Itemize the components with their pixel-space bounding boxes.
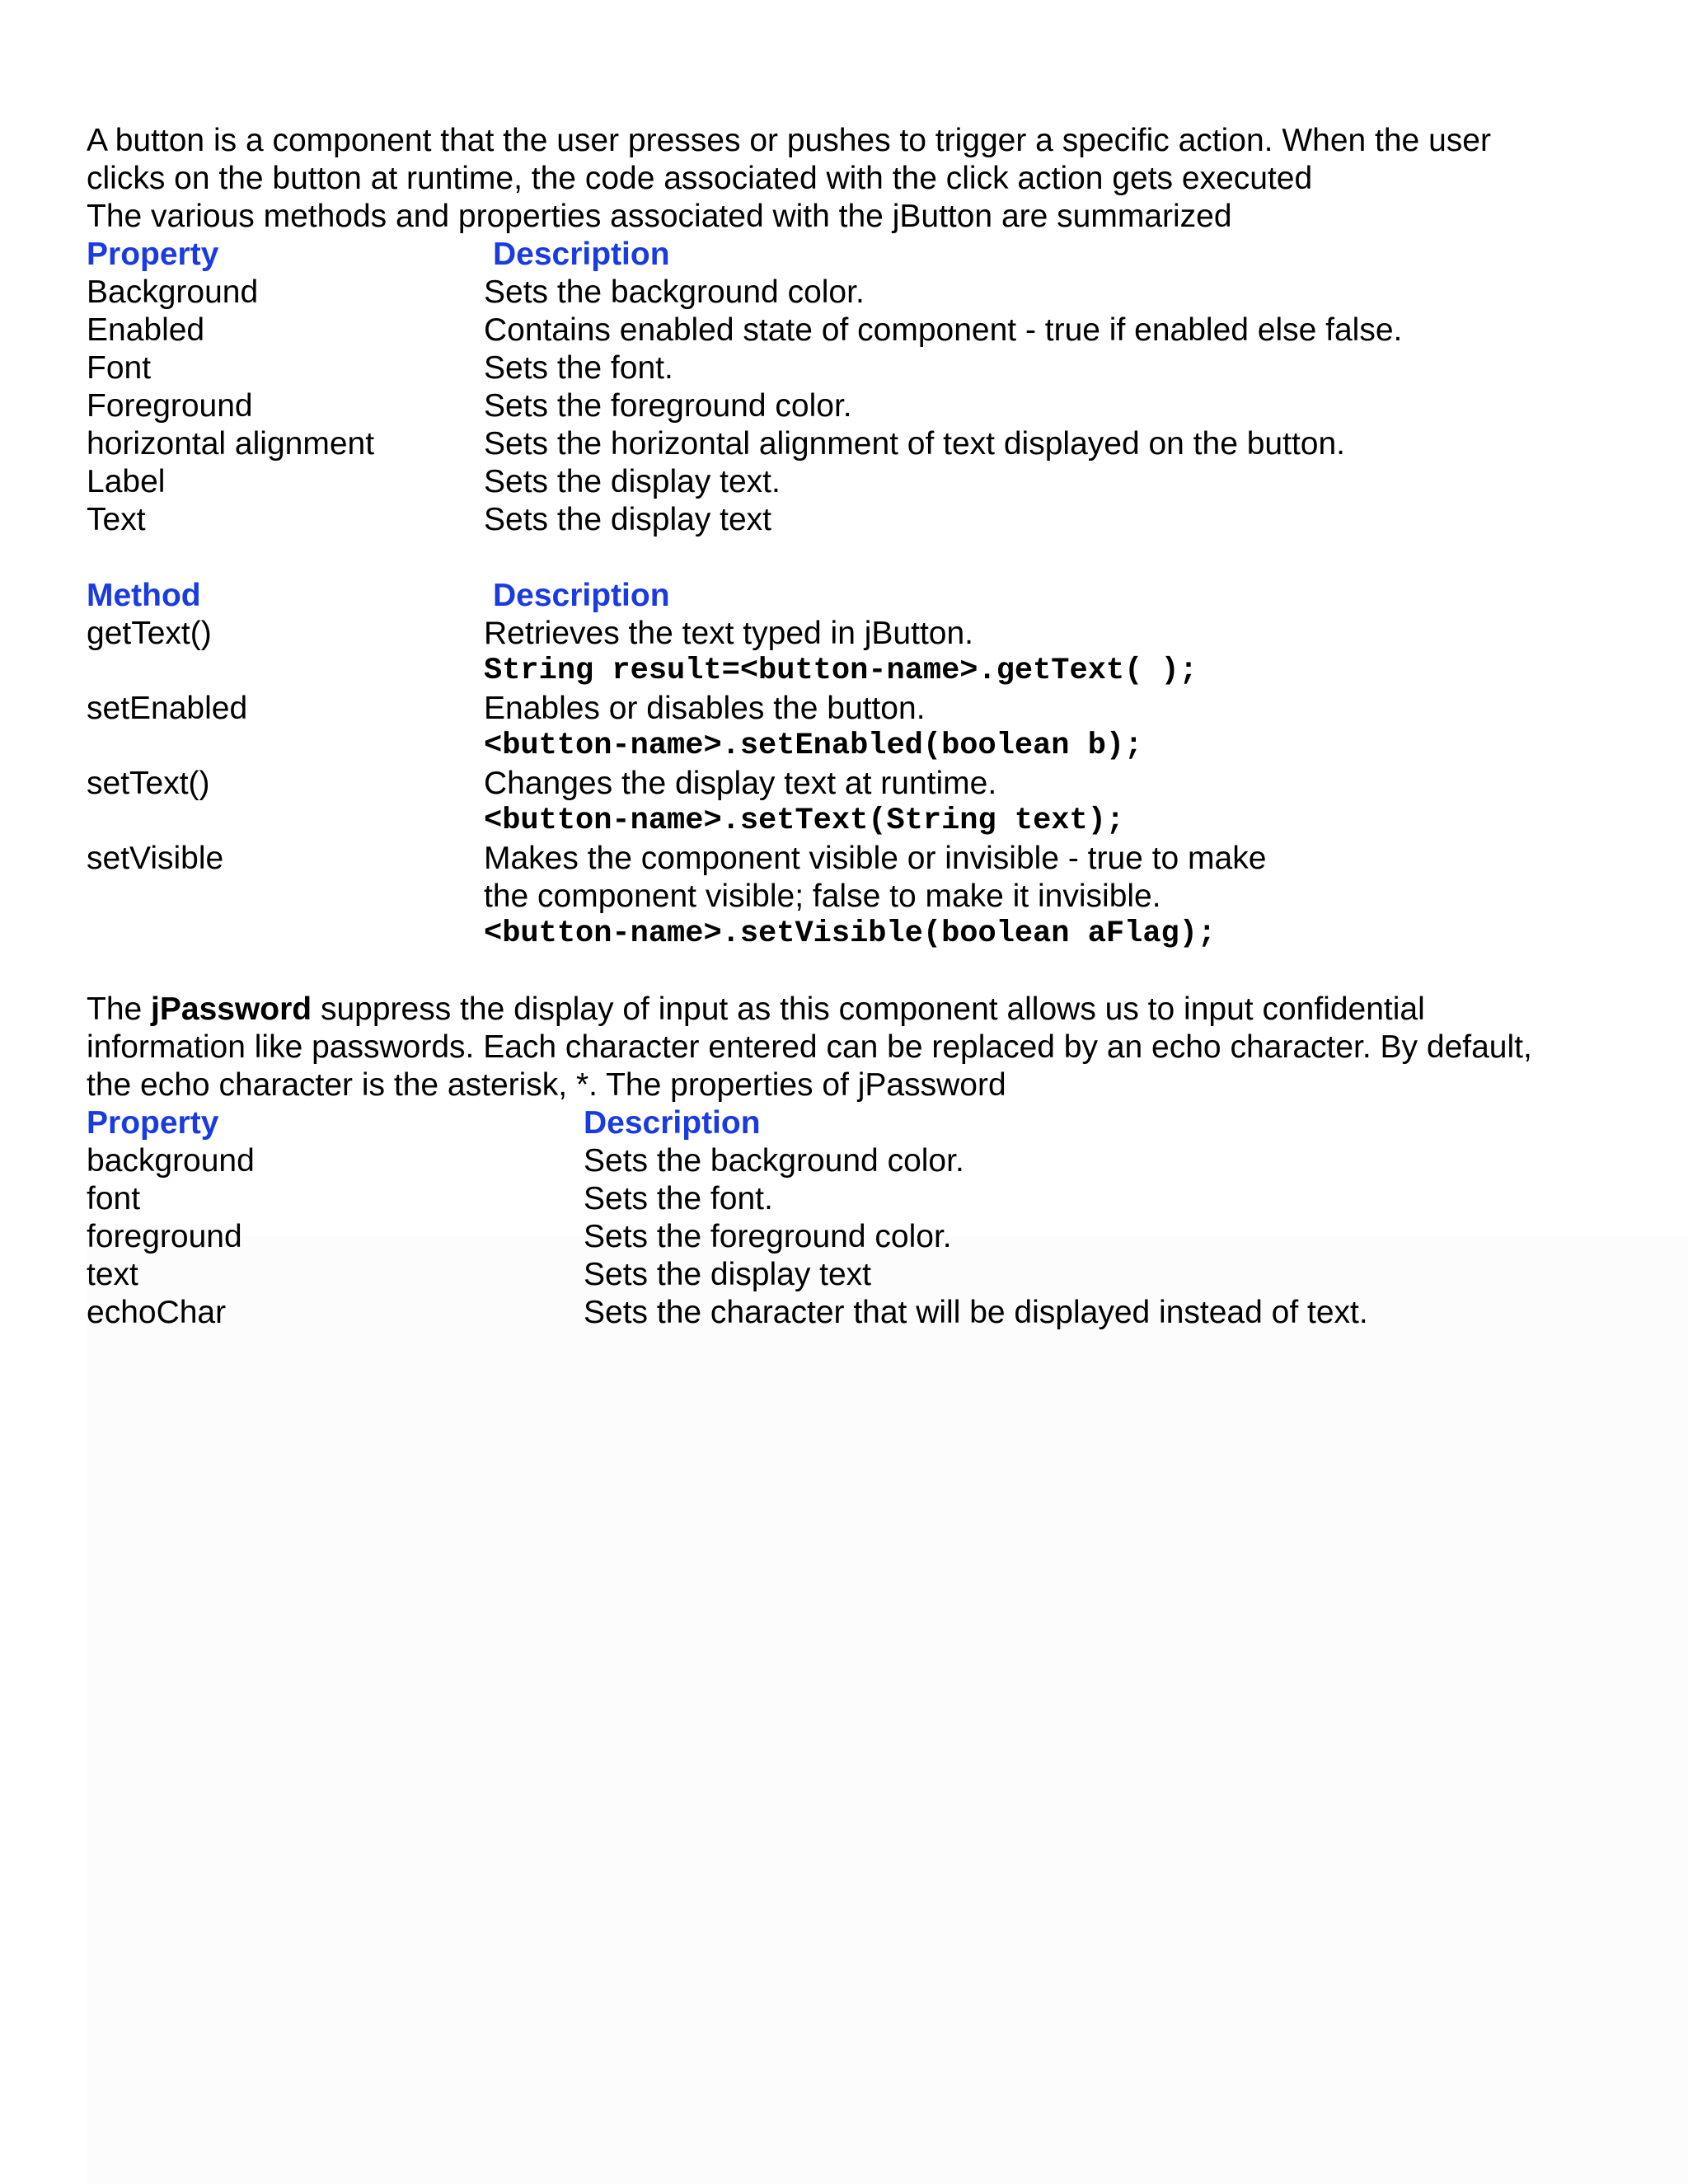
page-shading <box>87 1236 1688 2184</box>
property-description: Sets the background color. <box>484 274 865 310</box>
password-paragraph <box>87 991 1636 1104</box>
property-name: font <box>87 1181 141 1216</box>
password-line-rest: suppress the display of input as this component allows us to input confidential <box>312 991 1425 1027</box>
property-name: text <box>87 1257 138 1292</box>
method-code-sample: <button-name>.setVisible(boolean aFlag); <box>484 916 1217 951</box>
section-spacer <box>87 953 1636 991</box>
property-name: echoChar <box>87 1295 227 1330</box>
password-properties-table <box>87 1104 1636 1332</box>
property-description: Sets the background color. <box>584 1143 964 1179</box>
method-description-text: Changes the display text at runtime. <box>484 766 997 801</box>
property-description: Sets the display text <box>584 1257 872 1292</box>
property-name: horizontal alignment <box>87 426 375 462</box>
property-description: Sets the horizontal alignment of text displayed on the button. <box>484 426 1346 462</box>
password-component-name: jPassword <box>151 991 312 1027</box>
method-code-sample: <button-name>.setText(String text); <box>484 804 1125 838</box>
property-description: Sets the foreground color. <box>484 388 852 424</box>
method-description <box>484 690 1638 765</box>
property-name: Foreground <box>87 388 253 424</box>
document-content <box>87 122 1636 1332</box>
button-methods-table <box>87 577 1636 953</box>
property-description: Sets the font. <box>484 350 673 386</box>
method-name: setText() <box>87 766 210 801</box>
column-header-property: Property <box>87 1105 219 1141</box>
intro-line: A button is a component that the user presses or pushes to trigger a specific action. When the user <box>87 123 1491 158</box>
method-description-text: Retrieves the text typed in jButton. <box>484 616 973 651</box>
method-code-sample: String result=<button-name>.getText( ); <box>484 654 1198 688</box>
method-description <box>484 615 1638 690</box>
method-description-text: Enables or disables the button. <box>484 691 926 726</box>
column-header-method: Method <box>87 578 201 613</box>
intro-line: clicks on the button at runtime, the code associated with the click action gets executed <box>87 161 1313 196</box>
column-header-description: Description <box>584 1105 761 1141</box>
method-name: setVisible <box>87 841 224 876</box>
column-header-description: Description <box>493 578 670 613</box>
password-line: the echo character is the asterisk, *. The properties of jPassword <box>87 1067 1006 1103</box>
column-header-property: Property <box>87 237 219 272</box>
property-name: Background <box>87 274 259 310</box>
method-code-sample: <button-name>.setEnabled(boolean b); <box>484 729 1143 763</box>
property-name: background <box>87 1143 255 1179</box>
property-description: Sets the foreground color. <box>584 1219 952 1254</box>
property-description: Sets the character that will be displayed instead of text. <box>584 1295 1368 1330</box>
property-name: Enabled <box>87 312 205 348</box>
property-description: Sets the display text <box>484 502 772 537</box>
property-name: Label <box>87 464 166 499</box>
property-description: Contains enabled state of component - true if enabled else false. <box>484 312 1403 348</box>
password-line: information like passwords. Each character entered can be replaced by an echo character. By default, <box>87 1029 1532 1065</box>
property-description: Sets the display text. <box>484 464 781 499</box>
method-description-text: the component visible; false to make it invisible. <box>484 879 1161 914</box>
button-properties-table <box>87 236 1636 539</box>
method-description <box>484 765 1638 840</box>
method-name: getText() <box>87 616 212 651</box>
property-description: Sets the font. <box>584 1181 773 1216</box>
password-line <box>87 991 1636 1029</box>
column-header-description: Description <box>493 237 670 272</box>
method-name: setEnabled <box>87 691 248 726</box>
method-description <box>484 840 1638 953</box>
property-name: foreground <box>87 1219 242 1254</box>
intro-paragraph <box>87 122 1636 236</box>
property-name: Font <box>87 350 152 386</box>
method-description-text: Makes the component visible or invisible - true to make <box>484 841 1267 876</box>
password-prefix: The <box>87 991 152 1027</box>
property-name: Text <box>87 502 146 537</box>
intro-line: The various methods and properties associated with the jButton are summarized <box>87 199 1232 234</box>
